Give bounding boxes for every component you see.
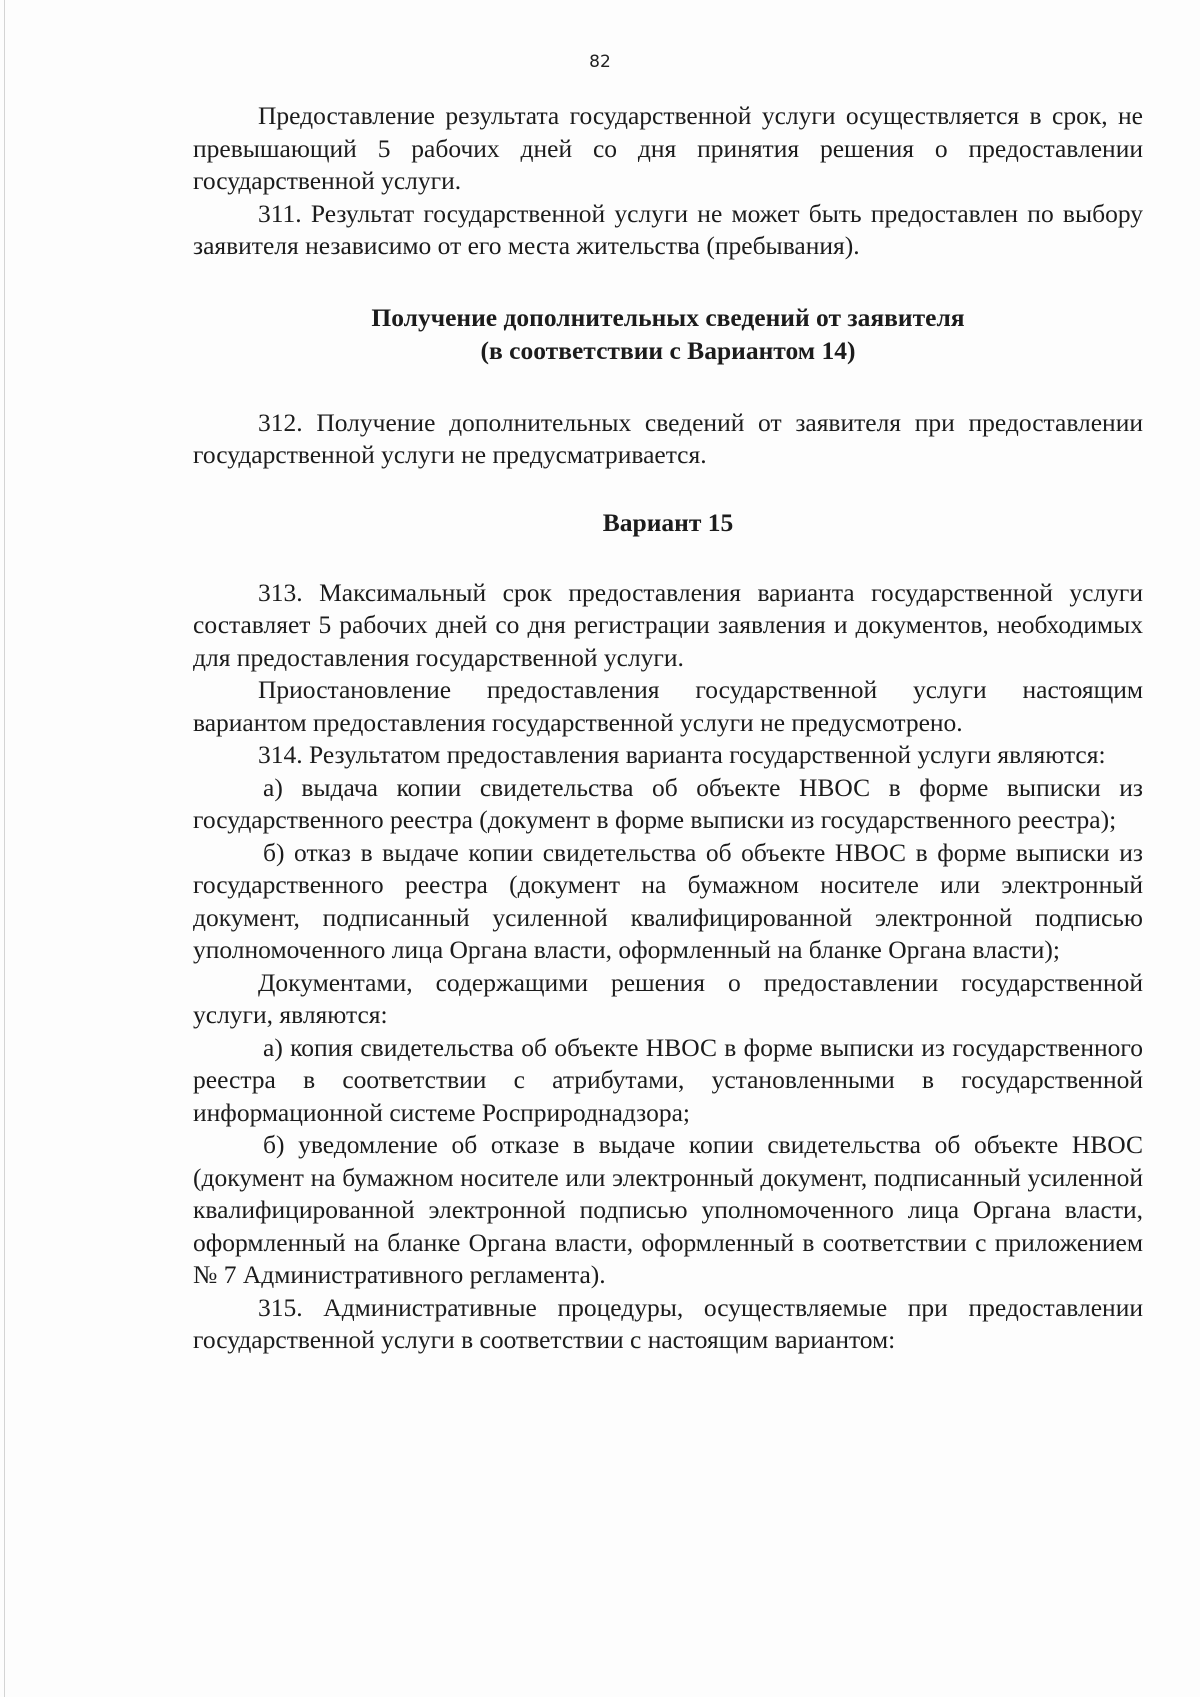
paragraph-313: 313. Максимальный срок предоставления варианта государственной услуги составляет 5 рабочих дней со дня регистрации заявления и документов, необходимых для предоставления государственной услуги.	[193, 577, 1143, 672]
paragraph-result-term: Предоставление результата государственной услуги осуществляется в срок, не превышающий 5 рабочих дней со дня принятия решения о предоставлении государственной услуги.	[193, 101, 1143, 195]
paragraph-311: 311. Результат государственной услуги не может быть предоставлен по выбору заявителя независимо от его места жительства (пребывания).	[193, 198, 1143, 260]
page-number: 82	[589, 52, 611, 72]
section-heading	[193, 301, 1143, 367]
variant-heading: Вариант 15	[602, 507, 734, 537]
paragraph-314-a: а) выдача копии свидетельства об объекте НВОС в форме выписки из государственного реестра (документ в форме выписки из государственного реестра);	[193, 772, 1143, 834]
variant-heading-block	[193, 506, 1143, 539]
section-heading-line-2: (в соответствии с Вариантом 14)	[480, 335, 856, 365]
paragraph-decision-b: б) уведомление об отказе в выдаче копии свидетельства об объекте НВОС (документ на бумажном носителе или электронный документ, подписанный усиленной квалифицированной электронной подписью уполномоченного лица Органа власти, оформленный на бланке Органа власти, оформленный в соответствии с приложением № 7 Административного регламента).	[193, 1130, 1143, 1289]
paragraph-decision-documents: Документами, содержащими решения о предоставлении государственной услуги, являются:	[193, 967, 1143, 1029]
paragraph-312: 312. Получение дополнительных сведений от заявителя при предоставлении государственной услуги не предусматривается.	[193, 407, 1143, 469]
paragraph-314-b: б) отказ в выдаче копии свидетельства об объекте НВОС в форме выписки из государственного реестра (документ на бумажном носителе или электронный документ, подписанный усиленной квалифицированной электронной подписью уполномоченного лица Органа власти, оформленный на бланке Органа власти);	[193, 837, 1143, 964]
document-body	[193, 100, 1143, 1357]
section-heading-line-1: Получение дополнительных сведений от заявителя	[371, 302, 965, 332]
paragraph-315: 315. Административные процедуры, осуществляемые при предоставлении государственной услуги в соответствии с настоящим вариантом:	[193, 1292, 1143, 1354]
page-edge-line	[4, 0, 5, 1697]
paragraph-decision-a: а) копия свидетельства об объекте НВОС в форме выписки из государственного реестра в соответствии с атрибутами, установленными в государственной информационной системе Росприроднадзора;	[193, 1032, 1143, 1127]
paragraph-suspension: Приостановление предоставления государственной услуги настоящим вариантом предоставления государственной услуги не предусмотрено.	[193, 675, 1143, 737]
paragraph-314: 314. Результатом предоставления варианта государственной услуги являются:	[258, 740, 1106, 769]
